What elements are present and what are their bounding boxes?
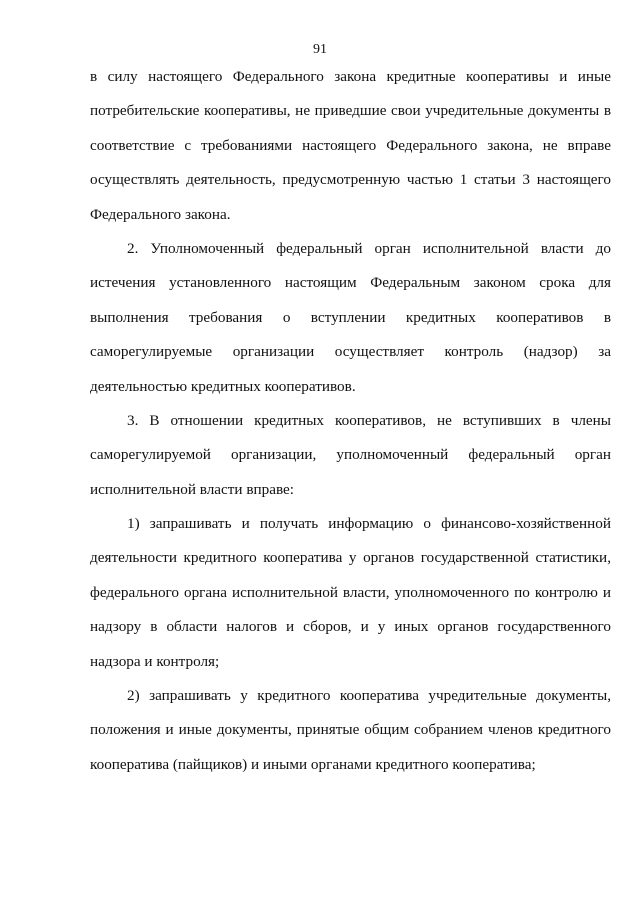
paragraph <box>90 232 611 404</box>
paragraph <box>90 507 611 679</box>
text-line: положения и иные документы, принятые общим собранием членов кредитного <box>90 721 611 739</box>
paragraph <box>90 60 611 232</box>
paragraph <box>90 679 611 782</box>
text-line: саморегулируемые организации осуществляет контроль (надзор) за <box>90 343 611 361</box>
text-line: деятельности кредитного кооператива у органов государственной статистики, <box>90 549 611 567</box>
text-line: потребительские кооперативы, не приведшие свои учредительные документы в <box>90 102 611 120</box>
paragraph <box>90 404 611 507</box>
document-body <box>90 60 611 782</box>
text-line: деятельностью кредитных кооперативов. <box>90 377 356 395</box>
text-line: 1) запрашивать и получать информацию о финансово-хозяйственной <box>127 515 611 533</box>
text-line: истечения установленного настоящим Федеральным законом срока для <box>90 274 611 292</box>
text-line: надзору в области налогов и сборов, и у иных органов государственного <box>90 618 611 636</box>
text-line: саморегулируемой организации, уполномоченный федеральный орган <box>90 446 611 464</box>
text-line: 2) запрашивать у кредитного кооператива учредительные документы, <box>127 687 611 705</box>
text-line: выполнения требования о вступлении кредитных кооперативов в <box>90 308 611 326</box>
text-line: соответствие с требованиями настоящего Федерального закона, не вправе <box>90 136 611 154</box>
text-line: федерального органа исполнительной власти, уполномоченного по контролю и <box>90 583 611 601</box>
text-line: надзора и контроля; <box>90 652 220 670</box>
text-line: в силу настоящего Федерального закона кредитные кооперативы и иные <box>90 68 611 85</box>
text-line: исполнительной власти вправе: <box>90 480 295 498</box>
page-number: 91 <box>313 42 327 57</box>
text-line: 3. В отношении кредитных кооперативов, не вступивших в члены <box>127 411 611 429</box>
text-line: Федерального закона. <box>90 205 231 223</box>
text-line: 2. Уполномоченный федеральный орган исполнительной власти до <box>127 239 611 257</box>
text-line: кооператива (пайщиков) и иными органами кредитного кооператива; <box>90 755 536 773</box>
text-line: осуществлять деятельность, предусмотренную частью 1 статьи 3 настоящего <box>90 171 611 189</box>
